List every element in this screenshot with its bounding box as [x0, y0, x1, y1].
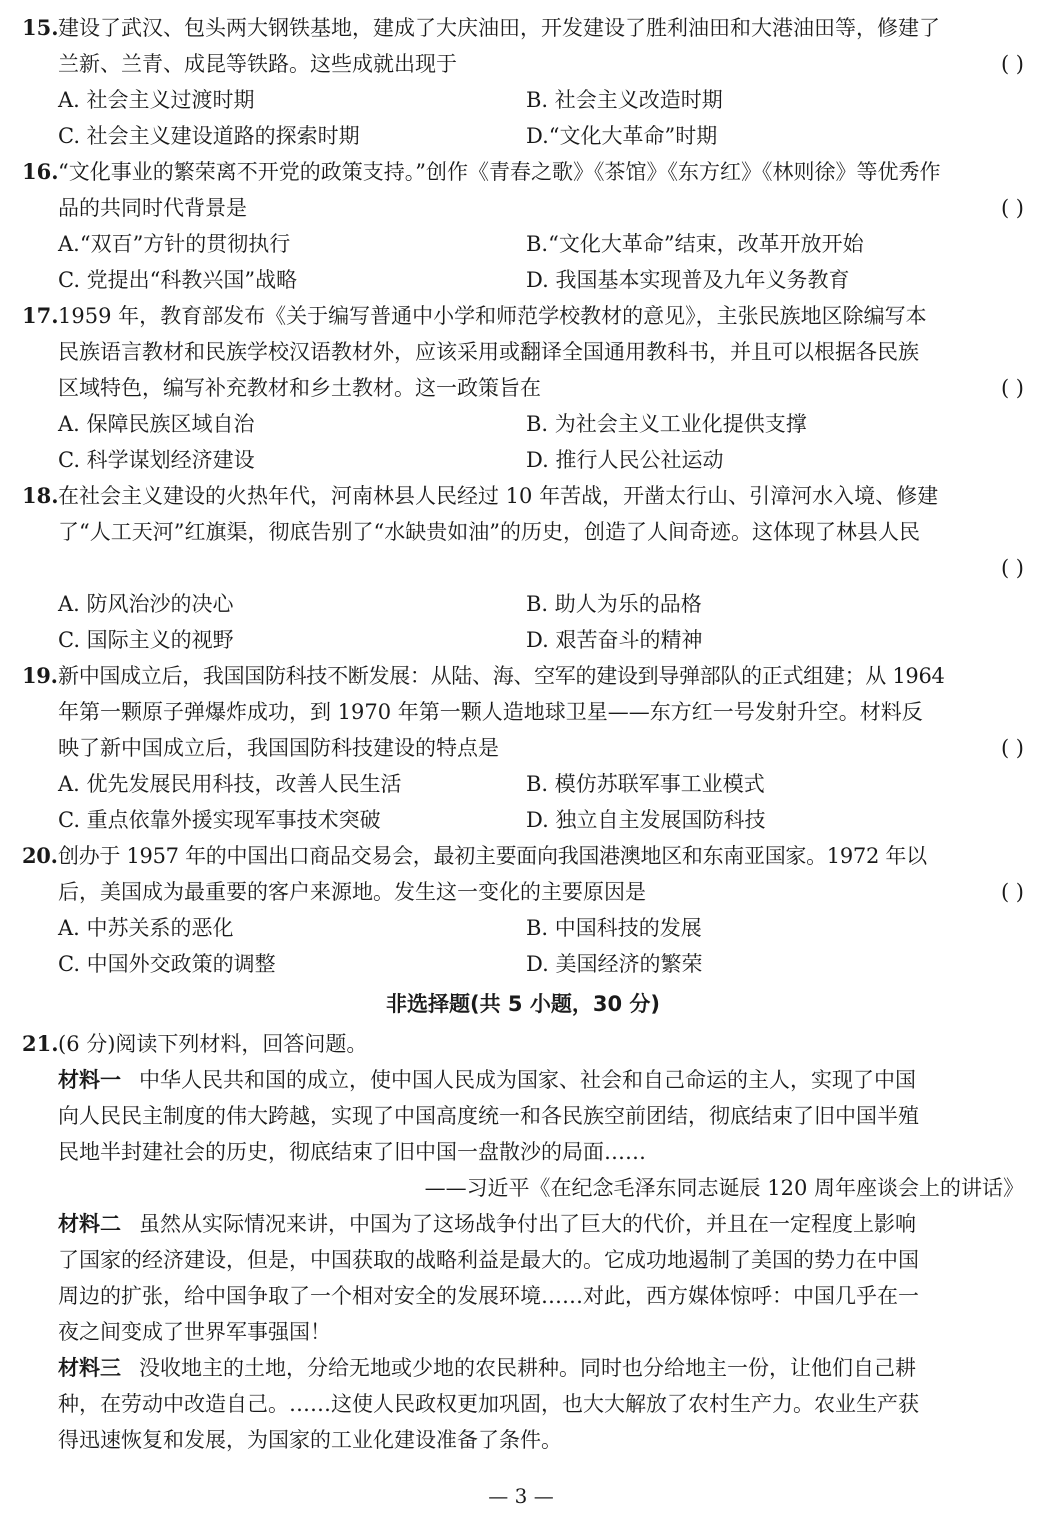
material-text-line: 夜之间变成了世界军事强国！: [58, 1320, 331, 1344]
option-d[interactable]: D. 美国经济的繁荣: [526, 952, 703, 976]
question-text-line: 1959 年，教育部发布《关于编写普通中小学和师范学校教材的意见》，主张民族地区除编写本: [58, 304, 927, 328]
answer-blank[interactable]: ( ): [1000, 556, 1024, 580]
question-text-line: “文化事业的繁荣离不开党的政策支持。”创作《青春之歌》《茶馆》《东方红》《林则徐》等优秀作: [58, 160, 941, 184]
question-text-line: 创办于 1957 年的中国出口商品交易会，最初主要面向我国港澳地区和东南亚国家。1972 年以: [58, 844, 927, 868]
page-number: — 3 —: [488, 1484, 554, 1508]
options: [22, 226, 1024, 298]
options: [22, 910, 1024, 982]
question-text-line: 了“人工天河”红旗渠，彻底告别了“水缺贵如油”的历史，创造了人间奇迹。这体现了林县人民: [58, 520, 920, 544]
option-a[interactable]: A. 优先发展民用科技，改善人民生活: [58, 772, 402, 796]
material-3: [22, 1350, 1024, 1458]
option-a[interactable]: A. 保障民族区域自治: [58, 412, 255, 436]
option-d[interactable]: D. 推行人民公社运动: [526, 448, 724, 472]
option-a[interactable]: A. 中苏关系的恶化: [58, 916, 234, 940]
question-17: [22, 298, 1024, 478]
material-text-line: 种，在劳动中改造自己。……这使人民政权更加巩固，也大大解放了农村生产力。农业生产获: [58, 1392, 919, 1416]
material-text-line: 中华人民共和国的成立，使中国人民成为国家、社会和自己命运的主人，实现了中国: [139, 1068, 916, 1092]
question-number: 18.: [22, 483, 59, 508]
question-21: [22, 1026, 1024, 1458]
option-b[interactable]: B.“文化大革命”结束，改革开放开始: [526, 232, 864, 256]
material-text-line: 虽然从实际情况来讲，中国为了这场战争付出了巨大的代价，并且在一定程度上影响: [139, 1212, 916, 1236]
question-text-line: 映了新中国成立后，我国国防科技建设的特点是: [58, 736, 499, 760]
answer-blank[interactable]: ( ): [1000, 736, 1024, 760]
question-text-line: 兰新、兰青、成昆等铁路。这些成就出现于: [58, 52, 457, 76]
option-c[interactable]: C. 国际主义的视野: [58, 628, 234, 652]
section-title: 非选择题(共 5 小题，30 分): [386, 992, 660, 1016]
option-a[interactable]: A. 社会主义过渡时期: [58, 88, 255, 112]
question-number: 16.: [22, 159, 59, 184]
option-b[interactable]: B. 为社会主义工业化提供支撑: [526, 412, 807, 436]
question-text-line: 品的共同时代背景是: [58, 196, 247, 220]
question-number: 20.: [22, 843, 58, 868]
option-d[interactable]: D.“文化大革命”时期: [526, 124, 718, 148]
material-text-line: 得迅速恢复和发展，为国家的工业化建设准备了条件。: [58, 1428, 562, 1452]
option-b[interactable]: B. 中国科技的发展: [526, 916, 702, 940]
material-text-line: 没收地主的土地，分给无地或少地的农民耕种。同时也分给地主一份，让他们自己耕: [139, 1356, 916, 1380]
material-text-line: 周边的扩张，给中国争取了一个相对安全的发展环境……对此，西方媒体惊呼：中国几乎在一: [58, 1284, 919, 1308]
question-19: [22, 658, 1024, 838]
answer-blank[interactable]: ( ): [1000, 52, 1024, 76]
option-c[interactable]: C. 党提出“科教兴国”战略: [58, 268, 298, 292]
material-text-line: 了国家的经济建设，但是，中国获取的战略利益是最大的。它成功地遏制了美国的势力在中国: [58, 1248, 919, 1272]
options: [22, 406, 1024, 478]
options: [22, 82, 1024, 154]
question-number: 15.: [22, 15, 59, 40]
material-label: 材料二: [58, 1212, 121, 1236]
material-source: ——习近平《在纪念毛泽东同志诞辰 120 周年座谈会上的讲话》: [424, 1176, 1024, 1200]
material-label: 材料一: [58, 1068, 121, 1092]
material-text-line: 向人民民主制度的伟大跨越，实现了中国高度统一和各民族空前团结，彻底结束了旧中国半殖: [58, 1104, 919, 1128]
question-number: 17.: [22, 303, 59, 328]
question-text-line: 区域特色，编写补充教材和乡土教材。这一政策旨在: [58, 376, 541, 400]
option-c[interactable]: C. 科学谋划经济建设: [58, 448, 255, 472]
option-c[interactable]: C. 重点依靠外援实现军事技术突破: [58, 808, 381, 832]
material-2: [22, 1206, 1024, 1350]
option-d[interactable]: D. 艰苦奋斗的精神: [526, 628, 703, 652]
option-b[interactable]: B. 社会主义改造时期: [526, 88, 723, 112]
exam-page: [22, 10, 1024, 1458]
option-a[interactable]: A. 防风治沙的决心: [58, 592, 234, 616]
question-text-line: 年第一颗原子弹爆炸成功，到 1970 年第一颗人造地球卫星——东方红一号发射升空。材料反: [58, 700, 923, 724]
question-text-line: 新中国成立后，我国国防科技不断发展：从陆、海、空军的建设到导弹部队的正式组建；从 1964: [58, 664, 945, 688]
question-text-line: 民族语言教材和民族学校汉语教材外，应该采用或翻译全国通用教科书，并且可以根据各民族: [58, 340, 919, 364]
options: [22, 766, 1024, 838]
material-label: 材料三: [58, 1356, 121, 1380]
option-c[interactable]: C. 中国外交政策的调整: [58, 952, 276, 976]
answer-blank[interactable]: ( ): [1000, 196, 1024, 220]
material-1: [22, 1062, 1024, 1206]
question-number: 19.: [22, 663, 58, 688]
question-text-line: 后，美国成为最重要的客户来源地。发生这一变化的主要原因是: [58, 880, 646, 904]
question-18: [22, 478, 1024, 658]
option-a[interactable]: A.“双百”方针的贯彻执行: [58, 232, 291, 256]
material-text-line: 民地半封建社会的历史，彻底结束了旧中国一盘散沙的局面……: [58, 1140, 646, 1164]
option-b[interactable]: B. 助人为乐的品格: [526, 592, 702, 616]
question-16: [22, 154, 1024, 298]
option-b[interactable]: B. 模仿苏联军事工业模式: [526, 772, 765, 796]
options: [22, 586, 1024, 658]
question-text-line: 建设了武汉、包头两大钢铁基地，建成了大庆油田，开发建设了胜利油田和大港油田等，修建了: [58, 16, 940, 40]
answer-blank[interactable]: ( ): [1000, 880, 1024, 904]
question-intro: (6 分)阅读下列材料，回答问题。: [58, 1032, 368, 1056]
question-text-line: 在社会主义建设的火热年代，河南林县人民经过 10 年苦战，开凿太行山、引漳河水入境、修建: [58, 484, 939, 508]
option-d[interactable]: D. 我国基本实现普及九年义务教育: [526, 268, 850, 292]
option-c[interactable]: C. 社会主义建设道路的探索时期: [58, 124, 360, 148]
question-number: 21.: [22, 1031, 59, 1056]
answer-blank[interactable]: ( ): [1000, 376, 1024, 400]
question-15: [22, 10, 1024, 154]
option-d[interactable]: D. 独立自主发展国防科技: [526, 808, 766, 832]
question-20: [22, 838, 1024, 982]
